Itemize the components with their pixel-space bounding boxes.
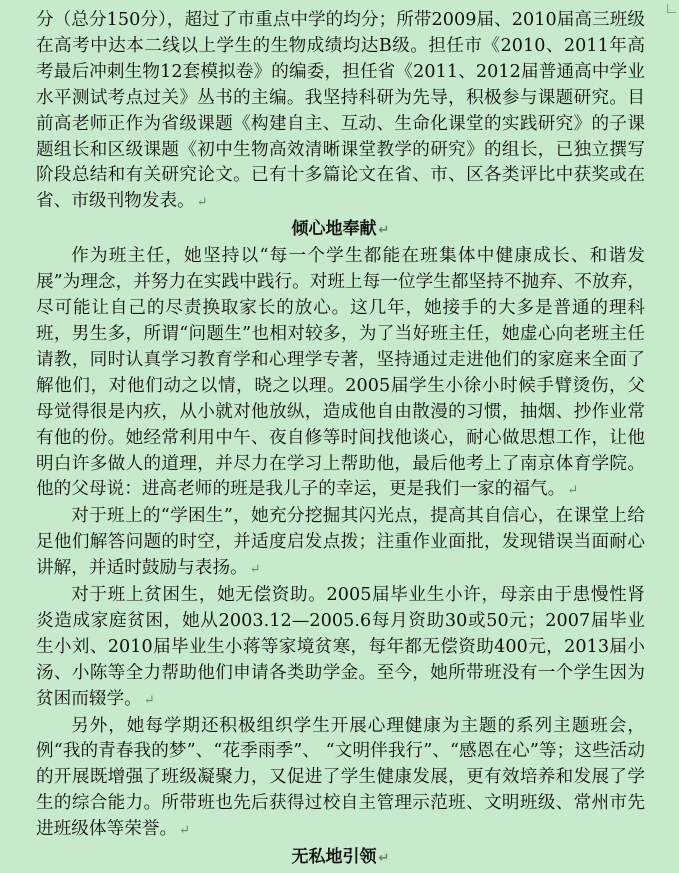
paragraph-struggling-students <box>36 504 645 583</box>
paragraph-text: 另外，她每学期还积极组织学生开展心理健康为主题的系列主题班会，例“我的青春我的梦”、“花季雨季”、 “文明伴我行”、“感恩在心”等；这些活动的开展既增强了班级凝聚力，又促进了学生健康发展，更有效培养和发展了学生的综合能力。所带班也先后获得过校自主管理示范班、文明班级、常州市先进班级体等荣誉。 <box>36 715 645 840</box>
paragraph-mark-icon: ↵ <box>196 195 208 211</box>
heading-text: 倾心地奉献 <box>291 219 377 240</box>
paragraph-mark-icon: ↵ <box>378 223 390 239</box>
paragraph-mark-icon: ↵ <box>378 851 390 867</box>
paragraph-text: 对于班上贫困生，她无偿资助。2005届毕业生小许，母亲由于患慢性肾炎造成家庭贫困，她从2003.12—2005.6每月资助30或50元；2007届毕业生小刘、2010届毕业生小蒋等家境贫寒，每年都无偿资助400元，2013届小汤、小陈等全力帮助他们申请各类助学金。至今，她所带班没有一个学生因为贫困而辍学。 <box>36 585 645 709</box>
paragraph-mark-icon: ↵ <box>567 483 579 499</box>
paragraph-mark-icon: ↵ <box>143 692 155 708</box>
document-body <box>36 8 645 872</box>
section-heading-leadership <box>36 844 645 872</box>
paragraph-mark-icon: ↵ <box>249 562 261 578</box>
section-heading-dedication <box>36 216 645 244</box>
paragraph-text: 对于班上的“学困生”，她充分挖掘其闪光点，提高其自信心，在课堂上给足他们解答问题的时空，并适度启发点拨；注重作业面批，发现错误当面耐心讲解，并适时鼓励与表扬。 <box>36 506 645 579</box>
paragraph-activities <box>36 714 645 845</box>
paragraph-research <box>36 8 645 216</box>
page-corner-mark <box>667 4 676 13</box>
paragraph-poor-students <box>36 583 645 714</box>
paragraph-class-teacher <box>36 244 645 504</box>
paragraph-text: 作为班主任，她坚持以“每一个学生都能在班集体中健康成长、和谐发展”为理念，并努力在实践中践行。对班上每一位学生都坚持不抛弃、不放弃，尽可能让自己的尽责换取家长的放心。这几年，她接手的大多是普通的理科班，男生多，所谓“问题生”也相对较多，为了当好班主任，她虚心向老班主任请教，同时认真学习教育学和心理学专著，坚持通过走进他们的家庭来全面了解他们，对他们动之以情，晓之以理。2005届学生小徐小时候手臂烫伤，父母觉得很是内疚，从小就对他放纵，造成他自由散漫的习惯，抽烟、抄作业常有他的份。她经常利用中午、夜自修等时间找他谈心，耐心做思想工作，让他明白许多做人的道理，并尽力在学习上帮助他，最后他考上了南京体育学院。他的父母说：进高老师的班是我儿子的幸运，更是我们一家的福气。 <box>36 246 645 500</box>
paragraph-text: 分（总分150分），超过了市重点中学的均分；所带2009届、2010届高三班级在高考中达本二线以上学生的生物成绩均达B级。担任市《2010、2011年高考最后冲刺生物12套模拟卷》的编委，担任省《2011、2012届普通高中学业水平测试考点过关》丛书的主编。我坚持科研为先导，积极参与课题研究。目前高老师正作为省级课题《构建自主、互动、生命化课堂的实践研究》的子课题组长和区级课题《初中生物高效清晰课堂教学的研究》的组长，已独立撰写阶段总结和有关研究论文。已有十多篇论文在省、市、区各类评比中获奖或在省、市级刊物发表。 <box>36 10 645 212</box>
paragraph-mark-icon: ↵ <box>179 823 191 839</box>
heading-text: 无私地引领 <box>291 847 377 868</box>
